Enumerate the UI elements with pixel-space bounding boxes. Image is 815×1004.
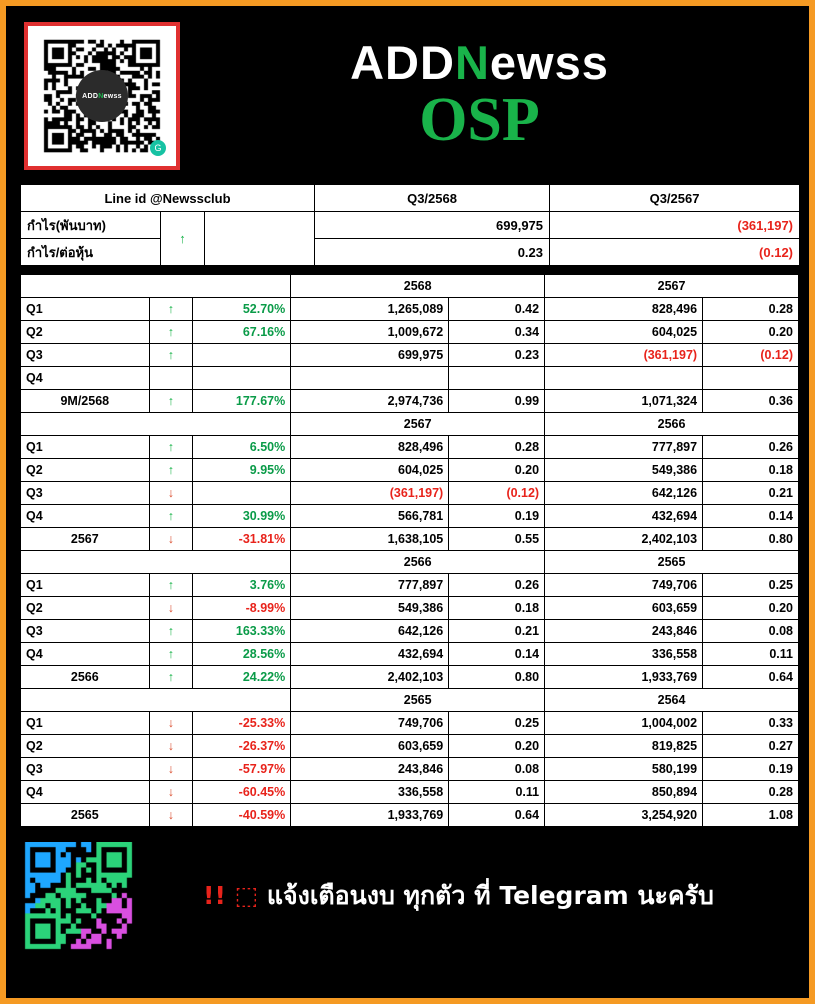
row-period-label: Q1 bbox=[21, 436, 150, 459]
eps-value-right: 0.28 bbox=[703, 781, 799, 804]
row-period-label: Q1 bbox=[21, 298, 150, 321]
alert-box-icon: ⬚ bbox=[234, 881, 259, 910]
growth-percent: 28.56% bbox=[193, 643, 291, 666]
header bbox=[12, 12, 803, 180]
growth-percent: 177.67% bbox=[193, 390, 291, 413]
footer bbox=[20, 835, 803, 957]
qr-code-image bbox=[32, 30, 172, 162]
table-row bbox=[21, 367, 799, 390]
footer-message-text: แจ้งเตือนงบ ทุกตัว ที่ Telegram นะครับ bbox=[266, 881, 714, 910]
qr-logo bbox=[76, 70, 128, 122]
summary-label-eps: กำไร/ต่อหุ้น bbox=[21, 239, 161, 266]
qr-logo-ewss: ewss bbox=[103, 92, 122, 100]
trend-up-arrow-icon: ↑ bbox=[149, 390, 193, 413]
eps-value-left: 0.18 bbox=[449, 597, 545, 620]
row-period-label: Q4 bbox=[21, 781, 150, 804]
profit-value-right: 777,897 bbox=[545, 436, 703, 459]
year-band-row bbox=[21, 551, 799, 574]
year-band-row bbox=[21, 413, 799, 436]
table-row bbox=[21, 758, 799, 781]
telegram-qr-code[interactable] bbox=[24, 842, 134, 950]
qr-logo-text: ADD bbox=[82, 92, 99, 100]
row-period-label: 2565 bbox=[21, 804, 150, 827]
row-period-label: Q3 bbox=[21, 344, 150, 367]
summary-spacer bbox=[205, 212, 315, 266]
growth-percent: 163.33% bbox=[193, 620, 291, 643]
table-row bbox=[21, 643, 799, 666]
row-period-label: 2566 bbox=[21, 666, 150, 689]
profit-value-left: 432,694 bbox=[291, 643, 449, 666]
band-year-left: 2567 bbox=[291, 413, 545, 436]
profit-value-right: 1,004,002 bbox=[545, 712, 703, 735]
profit-value-left: 566,781 bbox=[291, 505, 449, 528]
summary-col-current: Q3/2568 bbox=[315, 185, 550, 212]
summary-eps-current: 0.23 bbox=[315, 239, 550, 266]
profit-value-left: 642,126 bbox=[291, 620, 449, 643]
summary-col-previous: Q3/2567 bbox=[550, 185, 800, 212]
table-row bbox=[21, 390, 799, 413]
eps-value-right: 0.21 bbox=[703, 482, 799, 505]
eps-value-left: 0.80 bbox=[449, 666, 545, 689]
band-year-left: 2566 bbox=[291, 551, 545, 574]
growth-percent: -57.97% bbox=[193, 758, 291, 781]
summary-profit-previous: (361,197) bbox=[550, 212, 800, 239]
row-period-label: Q4 bbox=[21, 643, 150, 666]
profit-value-right: 243,846 bbox=[545, 620, 703, 643]
profit-value-left: 604,025 bbox=[291, 459, 449, 482]
growth-percent bbox=[193, 367, 291, 390]
brand-n: N bbox=[454, 35, 490, 89]
eps-value-right: 0.20 bbox=[703, 597, 799, 620]
trend-down-arrow-icon: ↓ bbox=[149, 781, 193, 804]
table-row bbox=[21, 459, 799, 482]
row-period-label: Q1 bbox=[21, 712, 150, 735]
eps-value-right: 0.28 bbox=[703, 298, 799, 321]
profit-value-right: 549,386 bbox=[545, 459, 703, 482]
profit-value-right: 603,659 bbox=[545, 597, 703, 620]
trend-down-arrow-icon: ↓ bbox=[149, 597, 193, 620]
band-year-right: 2564 bbox=[545, 689, 799, 712]
row-period-label: Q2 bbox=[21, 459, 150, 482]
profit-value-left: 2,402,103 bbox=[291, 666, 449, 689]
trend-up-arrow-icon: ↑ bbox=[149, 666, 193, 689]
qr-badge-icon: G bbox=[150, 140, 166, 156]
profit-value-right: 336,558 bbox=[545, 643, 703, 666]
eps-value-right: 1.08 bbox=[703, 804, 799, 827]
brand-ewss: ewss bbox=[489, 35, 609, 89]
band-year-left: 2568 bbox=[291, 275, 545, 298]
brand-block bbox=[180, 35, 803, 154]
table-row bbox=[21, 528, 799, 551]
summary-label-profit: กำไร(พันบาท) bbox=[21, 212, 161, 239]
row-period-label: 9M/2568 bbox=[21, 390, 150, 413]
profit-value-right: 828,496 bbox=[545, 298, 703, 321]
eps-value-left: (0.12) bbox=[449, 482, 545, 505]
trend-up-arrow-icon: ↑ bbox=[149, 505, 193, 528]
trend-up-arrow-icon: ↑ bbox=[149, 574, 193, 597]
profit-value-left: 336,558 bbox=[291, 781, 449, 804]
profit-value-left: 243,846 bbox=[291, 758, 449, 781]
profit-value-right: 642,126 bbox=[545, 482, 703, 505]
eps-value-right: 0.25 bbox=[703, 574, 799, 597]
growth-percent: 24.22% bbox=[193, 666, 291, 689]
trend-down-arrow-icon: ↓ bbox=[149, 735, 193, 758]
eps-value-left: 0.11 bbox=[449, 781, 545, 804]
trend-down-arrow-icon: ↓ bbox=[149, 758, 193, 781]
table-row bbox=[21, 298, 799, 321]
profit-value-left: 549,386 bbox=[291, 597, 449, 620]
profit-value-right: (361,197) bbox=[545, 344, 703, 367]
eps-value-left: 0.19 bbox=[449, 505, 545, 528]
trend-up-arrow-icon: ↑ bbox=[149, 620, 193, 643]
band-left-spacer bbox=[21, 551, 291, 574]
profit-value-right: 1,933,769 bbox=[545, 666, 703, 689]
row-period-label: Q2 bbox=[21, 735, 150, 758]
table-row bbox=[21, 505, 799, 528]
year-band-row bbox=[21, 275, 799, 298]
profit-value-right: 604,025 bbox=[545, 321, 703, 344]
profit-value-left: 699,975 bbox=[291, 344, 449, 367]
row-period-label: Q4 bbox=[21, 367, 150, 390]
growth-percent: 52.70% bbox=[193, 298, 291, 321]
profit-value-right: 819,825 bbox=[545, 735, 703, 758]
eps-value-right: 0.19 bbox=[703, 758, 799, 781]
growth-percent: -60.45% bbox=[193, 781, 291, 804]
summary-row-eps bbox=[21, 239, 800, 266]
table-row bbox=[21, 574, 799, 597]
summary-table bbox=[20, 184, 800, 266]
table-row bbox=[21, 597, 799, 620]
growth-percent: 3.76% bbox=[193, 574, 291, 597]
band-year-right: 2567 bbox=[545, 275, 799, 298]
eps-value-left: 0.26 bbox=[449, 574, 545, 597]
eps-value-left: 0.64 bbox=[449, 804, 545, 827]
quarterly-data-table bbox=[20, 274, 799, 827]
band-year-right: 2565 bbox=[545, 551, 799, 574]
profit-value-left bbox=[291, 367, 449, 390]
eps-value-right bbox=[703, 367, 799, 390]
eps-value-left: 0.28 bbox=[449, 436, 545, 459]
growth-percent bbox=[193, 482, 291, 505]
growth-percent: 30.99% bbox=[193, 505, 291, 528]
growth-percent bbox=[193, 344, 291, 367]
profit-value-left: 1,009,672 bbox=[291, 321, 449, 344]
eps-value-left: 0.14 bbox=[449, 643, 545, 666]
row-period-label: Q3 bbox=[21, 758, 150, 781]
band-left-spacer bbox=[21, 275, 291, 298]
profit-value-right: 850,894 bbox=[545, 781, 703, 804]
eps-value-right: 0.64 bbox=[703, 666, 799, 689]
eps-value-right: 0.14 bbox=[703, 505, 799, 528]
trend-up-arrow-icon: ↑ bbox=[149, 436, 193, 459]
eps-value-right: 0.26 bbox=[703, 436, 799, 459]
footer-message bbox=[134, 876, 803, 916]
profit-value-left: 1,638,105 bbox=[291, 528, 449, 551]
trend-up-arrow-icon: ↑ bbox=[149, 459, 193, 482]
growth-percent: 67.16% bbox=[193, 321, 291, 344]
trend-up-arrow-icon: ↑ bbox=[149, 298, 193, 321]
qr-logo-n: N bbox=[98, 92, 104, 100]
growth-percent: 9.95% bbox=[193, 459, 291, 482]
eps-value-left: 0.20 bbox=[449, 459, 545, 482]
profit-value-left: 1,265,089 bbox=[291, 298, 449, 321]
trend-up-arrow-icon: ↑ bbox=[149, 344, 193, 367]
trend-down-arrow-icon: ↓ bbox=[149, 804, 193, 827]
qr-code-line[interactable] bbox=[24, 22, 180, 170]
summary-trend-arrow-icon: ↑ bbox=[161, 212, 205, 266]
eps-value-right: (0.12) bbox=[703, 344, 799, 367]
profit-value-right: 2,402,103 bbox=[545, 528, 703, 551]
eps-value-right: 0.18 bbox=[703, 459, 799, 482]
row-period-label: Q4 bbox=[21, 505, 150, 528]
eps-value-left: 0.08 bbox=[449, 758, 545, 781]
summary-profit-current: 699,975 bbox=[315, 212, 550, 239]
eps-value-left: 0.23 bbox=[449, 344, 545, 367]
eps-value-left: 0.34 bbox=[449, 321, 545, 344]
eps-value-right: 0.20 bbox=[703, 321, 799, 344]
summary-row-profit bbox=[21, 212, 800, 239]
profit-value-left: 828,496 bbox=[291, 436, 449, 459]
profit-value-right: 580,199 bbox=[545, 758, 703, 781]
profit-value-left: 777,897 bbox=[291, 574, 449, 597]
row-period-label: 2567 bbox=[21, 528, 150, 551]
profit-value-left: 2,974,736 bbox=[291, 390, 449, 413]
table-row bbox=[21, 712, 799, 735]
profit-value-left: 1,933,769 bbox=[291, 804, 449, 827]
band-year-left: 2565 bbox=[291, 689, 545, 712]
profit-value-right: 1,071,324 bbox=[545, 390, 703, 413]
eps-value-left: 0.21 bbox=[449, 620, 545, 643]
eps-value-left: 0.99 bbox=[449, 390, 545, 413]
table-row bbox=[21, 620, 799, 643]
profit-value-right: 432,694 bbox=[545, 505, 703, 528]
trend-down-arrow-icon: ↓ bbox=[149, 712, 193, 735]
profit-value-left: (361,197) bbox=[291, 482, 449, 505]
table-row bbox=[21, 436, 799, 459]
trend-up-arrow-icon: ↑ bbox=[149, 643, 193, 666]
band-left-spacer bbox=[21, 413, 291, 436]
eps-value-left: 0.20 bbox=[449, 735, 545, 758]
table-row bbox=[21, 321, 799, 344]
band-year-right: 2566 bbox=[545, 413, 799, 436]
trend-up-arrow-icon: ↑ bbox=[149, 321, 193, 344]
profit-value-right: 749,706 bbox=[545, 574, 703, 597]
growth-percent: -31.81% bbox=[193, 528, 291, 551]
stock-symbol: OSP bbox=[419, 85, 540, 154]
row-period-label: Q2 bbox=[21, 597, 150, 620]
trend-down-arrow-icon: ↓ bbox=[149, 482, 193, 505]
eps-value-right: 0.08 bbox=[703, 620, 799, 643]
eps-value-right: 0.36 bbox=[703, 390, 799, 413]
table-row bbox=[21, 666, 799, 689]
brand-title bbox=[180, 35, 779, 89]
eps-value-right: 0.80 bbox=[703, 528, 799, 551]
eps-value-left: 0.55 bbox=[449, 528, 545, 551]
growth-percent: -25.33% bbox=[193, 712, 291, 735]
profit-value-right: 3,254,920 bbox=[545, 804, 703, 827]
profit-value-left: 749,706 bbox=[291, 712, 449, 735]
table-row bbox=[21, 804, 799, 827]
eps-value-left: 0.42 bbox=[449, 298, 545, 321]
profit-value-right bbox=[545, 367, 703, 390]
table-row bbox=[21, 344, 799, 367]
growth-percent: -40.59% bbox=[193, 804, 291, 827]
table-row bbox=[21, 482, 799, 505]
band-left-spacer bbox=[21, 689, 291, 712]
eps-value-right: 0.11 bbox=[703, 643, 799, 666]
growth-percent: 6.50% bbox=[193, 436, 291, 459]
row-period-label: Q3 bbox=[21, 620, 150, 643]
eps-value-left bbox=[449, 367, 545, 390]
profit-value-left: 603,659 bbox=[291, 735, 449, 758]
trend-down-arrow-icon: ↓ bbox=[149, 528, 193, 551]
row-period-label: Q2 bbox=[21, 321, 150, 344]
year-band-row bbox=[21, 689, 799, 712]
summary-header-row bbox=[21, 185, 800, 212]
brand-add: ADD bbox=[350, 35, 455, 89]
row-period-label: Q3 bbox=[21, 482, 150, 505]
eps-value-right: 0.27 bbox=[703, 735, 799, 758]
row-period-label: Q1 bbox=[21, 574, 150, 597]
eps-value-left: 0.25 bbox=[449, 712, 545, 735]
eps-value-right: 0.33 bbox=[703, 712, 799, 735]
table-row bbox=[21, 781, 799, 804]
trend-up-arrow-icon bbox=[149, 367, 193, 390]
growth-percent: -8.99% bbox=[193, 597, 291, 620]
line-id-label: Line id @Newssclub bbox=[21, 185, 315, 212]
table-row bbox=[21, 735, 799, 758]
growth-percent: -26.37% bbox=[193, 735, 291, 758]
footer-exclaim: !! bbox=[203, 881, 226, 910]
summary-eps-previous: (0.12) bbox=[550, 239, 800, 266]
